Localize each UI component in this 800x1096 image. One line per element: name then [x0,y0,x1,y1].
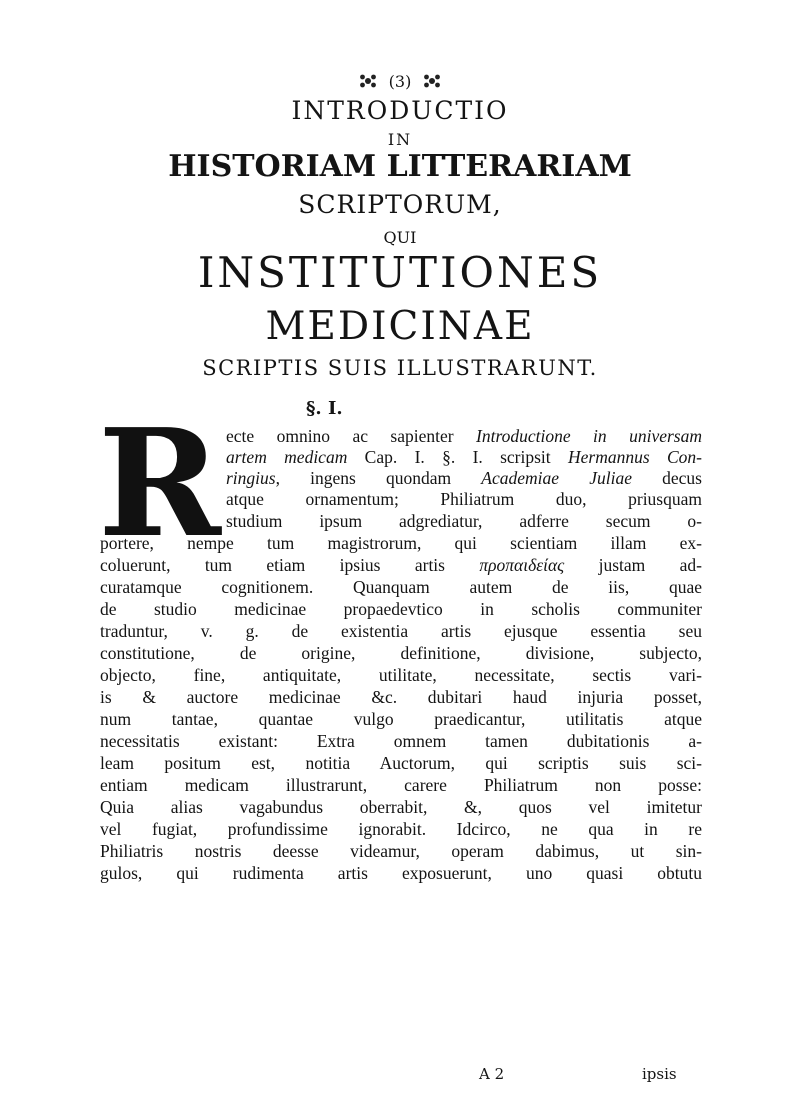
body-line: portere, nempe tum magistrorum, qui scientiam illam ex- [100,533,702,553]
body-line: coluerunt, tum etiam ipsius artis προπαιδείας justam ad- [100,555,702,575]
section-number: §. I. [306,398,343,419]
signature-mark: A 2 [479,1065,505,1083]
body-line: studium ipsum adgrediatur, adferre secum o- [226,511,702,531]
page-number: (3) [388,71,412,91]
catchword: ipsis [642,1065,677,1083]
body-line: traduntur, v. g. de existentia artis ejusque essentia seu [100,621,702,641]
title-historiam: HISTORIAM LITTERARIAM [168,149,632,184]
title-in: IN [387,130,413,149]
body-line: is & auctore medicinae &c. dubitari haud injuria posset, [100,687,702,707]
body-line: gulos, qui rudimenta artis exposuerunt, uno quasi obtutu [100,863,702,883]
body-line: entiam medicam illustrarunt, carere Philiatrum non posse: [100,775,702,795]
body-line: num tantae, quantae vulgo praedicantur, utilitatis atque [100,709,702,729]
body-line: ringius, ingens quondam Academiae Juliae decus [226,468,702,488]
drop-capital: R [98,396,221,570]
body-line: constitutione, de origine, definitione, divisione, subjecto, [100,643,702,663]
title-introductio: INTRODUCTIO [291,96,509,125]
body-line: Philiatris nostris deesse videamur, operam dabimus, ut sin- [100,841,702,861]
body-line: objecto, fine, antiquitate, utilitate, necessitate, sectis vari- [100,665,702,685]
body-line: leam positum est, notitia Auctorum, qui scriptis suis sci- [100,753,702,773]
body-line: vel fugiat, profundissime ignorabit. Idcirco, ne qua in re [100,819,702,839]
title-institutiones: INSTITUTIONES [197,248,603,297]
body-line: Quia alias vagabundus oberrabit, &, quos vel imitetur [100,797,702,817]
title-scriptorum: SCRIPTORUM, [298,190,502,219]
title-medicinae: MEDICINAE [265,304,535,349]
body-line: necessitatis existant: Extra omnem tamen dubitationis a- [100,731,702,751]
body-line: artem medicam Cap. I. §. I. scripsit Hermannus Con- [226,447,702,467]
body-line: ecte omnino ac sapienter Introductione in universam [226,426,702,446]
body-line: curatamque cognitionem. Quanquam autem de iis, quae [100,577,702,597]
title-scriptis: SCRIPTIS SUIS ILLUSTRARUNT. [202,356,598,380]
body-line: atque ornamentum; Philiatrum duo, priusquam [226,489,702,509]
body-line: de studio medicinae propaedevtico in scholis communiter [100,599,702,619]
title-qui: QUI [383,228,417,247]
